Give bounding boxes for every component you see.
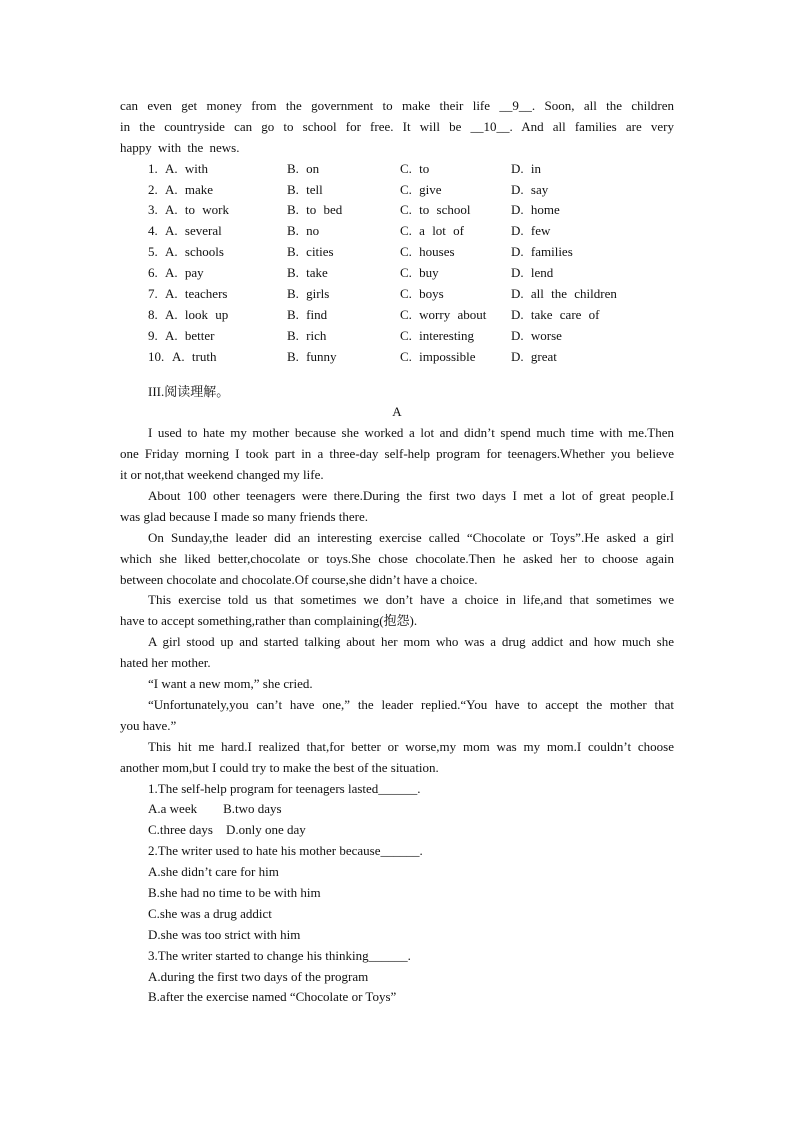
option-c: C. buy	[400, 265, 439, 281]
question-number: 5.	[148, 244, 158, 260]
option-a: A. better	[165, 327, 215, 343]
option-d: D. worse	[511, 327, 562, 343]
question-stem: 2.The writer used to hate his mother because______.	[148, 843, 423, 859]
question-stem: 1.The self-help program for teenagers lasted______.	[148, 780, 421, 796]
question-option: A.a week B.two days	[148, 801, 282, 817]
option-row	[120, 200, 674, 221]
question-option: C.three days D.only one day	[148, 822, 306, 838]
passage-line: one Friday morning I took part in a three-day self-help program for teenagers.Whether you believe	[120, 446, 674, 462]
option-b: B. no	[287, 223, 320, 239]
option-row	[120, 221, 674, 242]
option-b: B. to bed	[287, 202, 343, 218]
passage-line: A girl stood up and started talking about her mom who was a drug addict and how much she	[148, 634, 674, 650]
reading-questions	[120, 779, 674, 1009]
option-row	[120, 263, 674, 284]
option-a: A. with	[165, 160, 208, 176]
option-b: B. take	[287, 265, 328, 281]
option-a: A. several	[165, 223, 222, 239]
passage-title: A	[392, 404, 402, 420]
option-c: C. a lot of	[400, 223, 464, 239]
option-c: C. give	[400, 181, 442, 197]
option-d: D. great	[511, 348, 557, 364]
question-option: A.she didn’t care for him	[148, 864, 279, 880]
option-c: C. worry about	[400, 306, 487, 322]
option-d: D. lend	[511, 265, 554, 281]
option-a: A. look up	[165, 306, 229, 322]
cloze-options	[120, 159, 674, 368]
cloze-line: in the countryside can go to school for free. It will be __10__. And all families are very	[120, 118, 674, 134]
question-option: C.she was a drug addict	[148, 905, 272, 921]
option-d: D. families	[511, 244, 573, 260]
passage-line: “Unfortunately,you can’t have one,” the leader replied.“You have to accept the mother that	[148, 696, 674, 712]
option-row	[120, 159, 674, 180]
question-number: 6.	[148, 265, 158, 281]
option-row	[120, 180, 674, 201]
option-row	[120, 305, 674, 326]
passage-line: have to accept something,rather than complaining(抱怨).	[120, 613, 418, 629]
passage-line: you have.”	[120, 717, 177, 733]
option-a: A. schools	[165, 244, 224, 260]
question-number: 1.	[148, 160, 158, 176]
option-c: C. to	[400, 160, 430, 176]
option-a: A. to work	[165, 202, 229, 218]
document-page	[120, 96, 674, 1008]
option-d: D. all the children	[511, 286, 617, 302]
passage-line: between chocolate and chocolate.Of course,she didn’t have a choice.	[120, 571, 478, 587]
passage-line: which she liked better,chocolate or toys.She chose chocolate.Then he asked her to choose again	[120, 550, 674, 566]
option-b: B. girls	[287, 286, 330, 302]
question-number: 3.	[148, 202, 158, 218]
option-row	[120, 284, 674, 305]
option-b: B. cities	[287, 244, 334, 260]
passage-line: This hit me hard.I realized that,for better or worse,my mom was my mom.I couldn’t choose	[148, 738, 674, 754]
cloze-line: can even get money from the government to make their life __9__. Soon, all the children	[120, 98, 674, 113]
option-d: D. in	[511, 160, 541, 176]
question-number: 8.	[148, 306, 158, 322]
question-option: B.after the exercise named “Chocolate or Toys”	[148, 989, 397, 1005]
question-option: B.she had no time to be with him	[148, 884, 321, 900]
option-c: C. interesting	[400, 327, 475, 343]
question-number: 9.	[148, 327, 158, 343]
option-c: C. boys	[400, 286, 444, 302]
passage-line: was glad because I made so many friends there.	[120, 508, 368, 524]
question-number: 10.	[148, 348, 165, 364]
passage-line: About 100 other teenagers were there.During the first two days I met a lot of great people.I	[148, 488, 674, 504]
option-row	[120, 242, 674, 263]
passage-line: I used to hate my mother because she worked a lot and didn’t spend much time with me.Then	[148, 425, 674, 441]
option-b: B. tell	[287, 181, 323, 197]
passage-line: it or not,that weekend changed my life.	[120, 467, 324, 483]
option-d: D. home	[511, 202, 560, 218]
option-b: B. rich	[287, 327, 327, 343]
option-b: B. on	[287, 160, 320, 176]
question-stem: 3.The writer started to change his thinking______.	[148, 947, 411, 963]
question-number: 2.	[148, 181, 158, 197]
passage-line: another mom,but I could try to make the best of the situation.	[120, 759, 439, 775]
question-option: D.she was too strict with him	[148, 926, 301, 942]
option-b: B. find	[287, 306, 328, 322]
option-c: C. to school	[400, 202, 471, 218]
option-b: B. funny	[287, 348, 337, 364]
question-number: 7.	[148, 286, 158, 302]
option-d: D. say	[511, 181, 549, 197]
option-a: A. truth	[172, 348, 217, 364]
passage-line: On Sunday,the leader did an interesting exercise called “Chocolate or Toys”.He asked a girl	[148, 529, 674, 545]
reading-passage	[120, 423, 674, 778]
passage-line: “I want a new mom,” she cried.	[148, 676, 313, 692]
option-a: A. make	[165, 181, 214, 197]
option-d: D. take care of	[511, 306, 600, 322]
option-a: A. pay	[165, 265, 204, 281]
question-option: A.during the first two days of the program	[148, 968, 369, 984]
passage-line: hated her mother.	[120, 655, 211, 671]
option-a: A. teachers	[165, 286, 228, 302]
cloze-line: happy with the news.	[120, 139, 240, 155]
option-row	[120, 326, 674, 347]
passage-line: This exercise told us that sometimes we don’t have a choice in life,and that sometimes we	[148, 592, 674, 608]
question-number: 4.	[148, 223, 158, 239]
section-heading: III.阅读理解。	[148, 383, 230, 399]
option-d: D. few	[511, 223, 551, 239]
option-c: C. impossible	[400, 348, 476, 364]
option-row	[120, 347, 674, 368]
option-c: C. houses	[400, 244, 455, 260]
cloze-passage-tail	[120, 96, 674, 159]
